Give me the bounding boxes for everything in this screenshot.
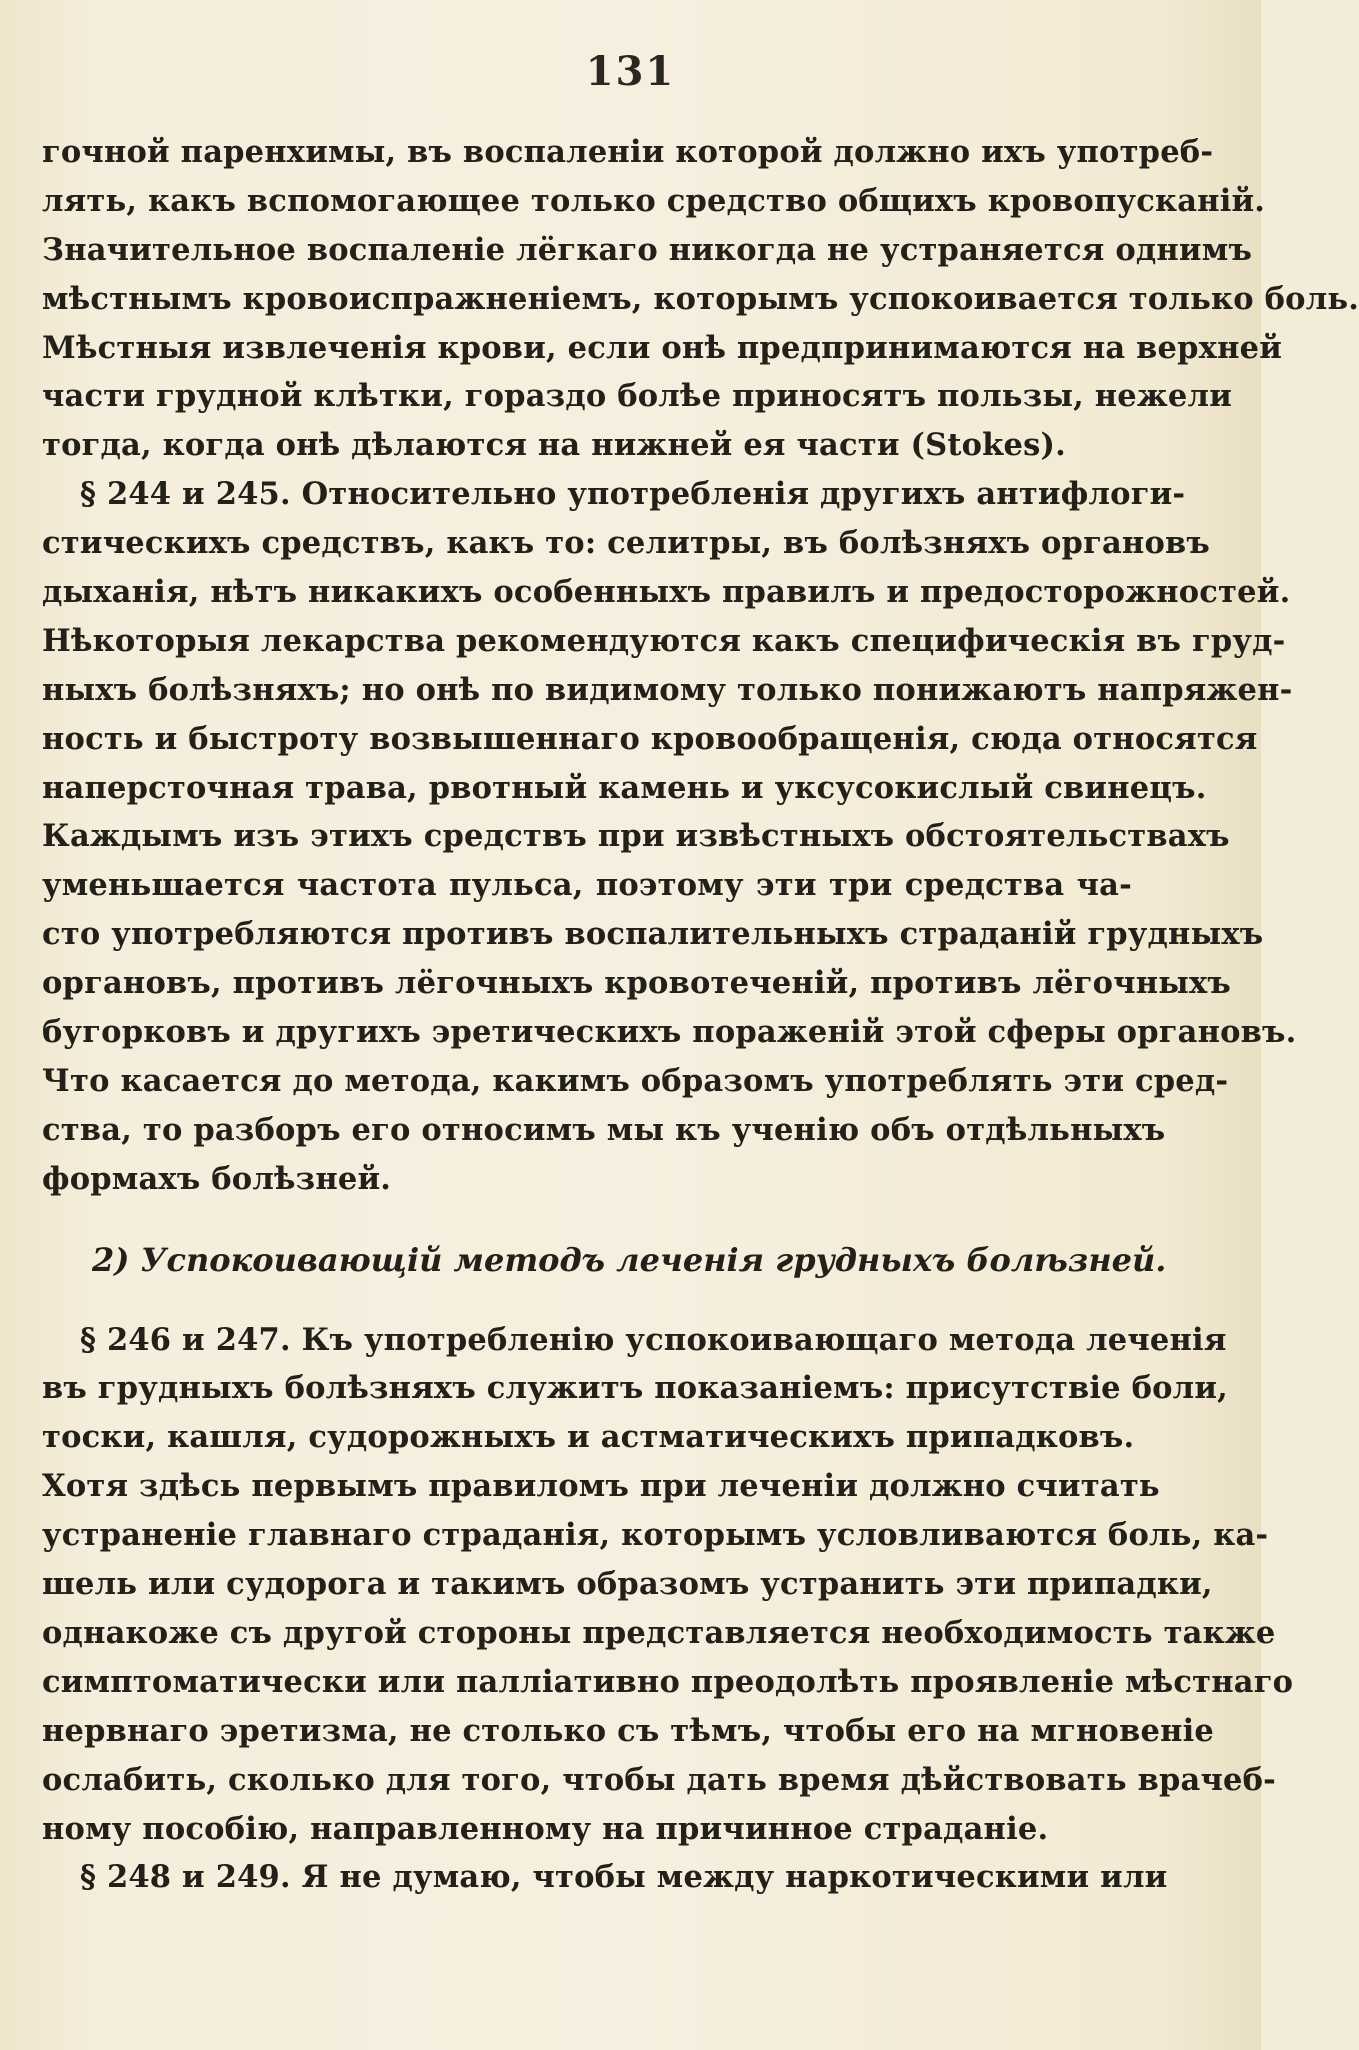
text-line: лять, какъ вспомогающее только средство общихъ кровопусканій. [42,182,1266,219]
page-number: 131 [585,48,676,95]
spacer [42,1290,1132,1316]
text-line: мѣстнымъ кровоиспражненіемъ, которымъ успокоивается только боль. [42,280,1359,317]
text-line: ному пособію, направленному на причинное страданіе. [42,1810,1049,1847]
paragraph-2 [42,470,1297,1203]
text-line: шель или судорога и такимъ образомъ устранить эти припадки, [42,1566,1213,1603]
text-line: Хотя здѣсь первымъ правиломъ при леченіи должно считать [42,1468,1160,1505]
text-line: Каждымъ изъ этихъ средствъ при извѣстныхъ обстоятельствахъ [42,818,1230,855]
text-line: органовъ, противъ лёгочныхъ кровотеченій, противъ лёгочныхъ [42,965,1231,1002]
text-line: ства, то разборъ его относимъ мы къ ученію объ отдѣльныхъ [42,1111,1166,1148]
text-line: дыханія, нѣтъ никакихъ особенныхъ правилъ и предосторожностей. [42,574,1291,611]
section-heading: 2) Успокоивающій методъ леченія грудныхъ болѣзней. [92,1240,1167,1279]
text-line: нервнаго эретизма, не столько съ тѣмъ, чтобы его на мгновеніе [42,1712,1215,1749]
page-text [42,128,1359,1902]
text-line: части грудной клѣтки, гораздо болѣе приносятъ пользы, нежели [42,378,1233,415]
text-line: гочной паренхимы, въ воспаленіи которой должно ихъ употреб- [42,134,1214,170]
text-line: въ грудныхъ болѣзняхъ служитъ показаніемъ: присутствіе боли, [42,1370,1228,1407]
text-line: однакоже съ другой стороны представляется необходимость также [42,1614,1276,1651]
text-line: тоски, кашля, судорожныхъ и астматическихъ припадковъ. [42,1419,1135,1456]
text-line: формахъ болѣзней. [42,1160,392,1197]
text-line: Значительное воспаленіе лёгкаго никогда не устраняется однимъ [42,231,1253,268]
text-line: Что касается до метода, какимъ образомъ употреблять эти сред- [42,1062,1229,1099]
text-line: Мѣстныя извлеченія крови, если онѣ предпринимаются на верхней [42,329,1283,366]
text-line: сто употребляются противъ воспалительныхъ страданій грудныхъ [42,916,1264,953]
text-line: тогда, когда онѣ дѣлаются на нижней ея части (Stokes). [42,427,1066,464]
text-line: § 248 и 249. Я не думаю, чтобы между наркотическими или [80,1859,1168,1896]
text-line: § 244 и 245. Относительно употребленія другихъ антифлоги- [80,476,1186,513]
text-line: наперсточная трава, рвотный камень и уксусокислый свинецъ. [42,769,1207,806]
text-line: устраненіе главнаго страданія, которымъ условливаются боль, ка- [42,1517,1269,1554]
paragraph-4 [42,1853,1168,1902]
text-line: ность и быстроту возвышеннаго кровообращенія, сюда относятся [42,720,1258,757]
spacer [42,1204,1132,1230]
text-line: стическихъ средствъ, какъ то: селитры, въ болѣзняхъ органовъ [42,525,1210,562]
paragraph-3 [42,1316,1294,1854]
text-line: Нѣкоторыя лекарства рекомендуются какъ специфическія въ груд- [42,622,1286,659]
text-line: ныхъ болѣзняхъ; но онѣ по видимому только понижаютъ напряжен- [42,671,1293,708]
text-line: § 246 и 247. Къ употребленію успокоивающаго метода леченія [80,1321,1227,1358]
paragraph-1 [42,128,1359,470]
text-line: бугорковъ и другихъ эретическихъ пораженій этой сферы органовъ. [42,1014,1297,1051]
text-line: ослабить, сколько для того, чтобы дать время дѣйствовать врачеб- [42,1761,1276,1798]
text-line: симптоматически или палліативно преодолѣть проявленіе мѣстнаго [42,1663,1294,1700]
text-line: уменьшается частота пульса, поэтому эти три средства ча- [42,867,1132,904]
